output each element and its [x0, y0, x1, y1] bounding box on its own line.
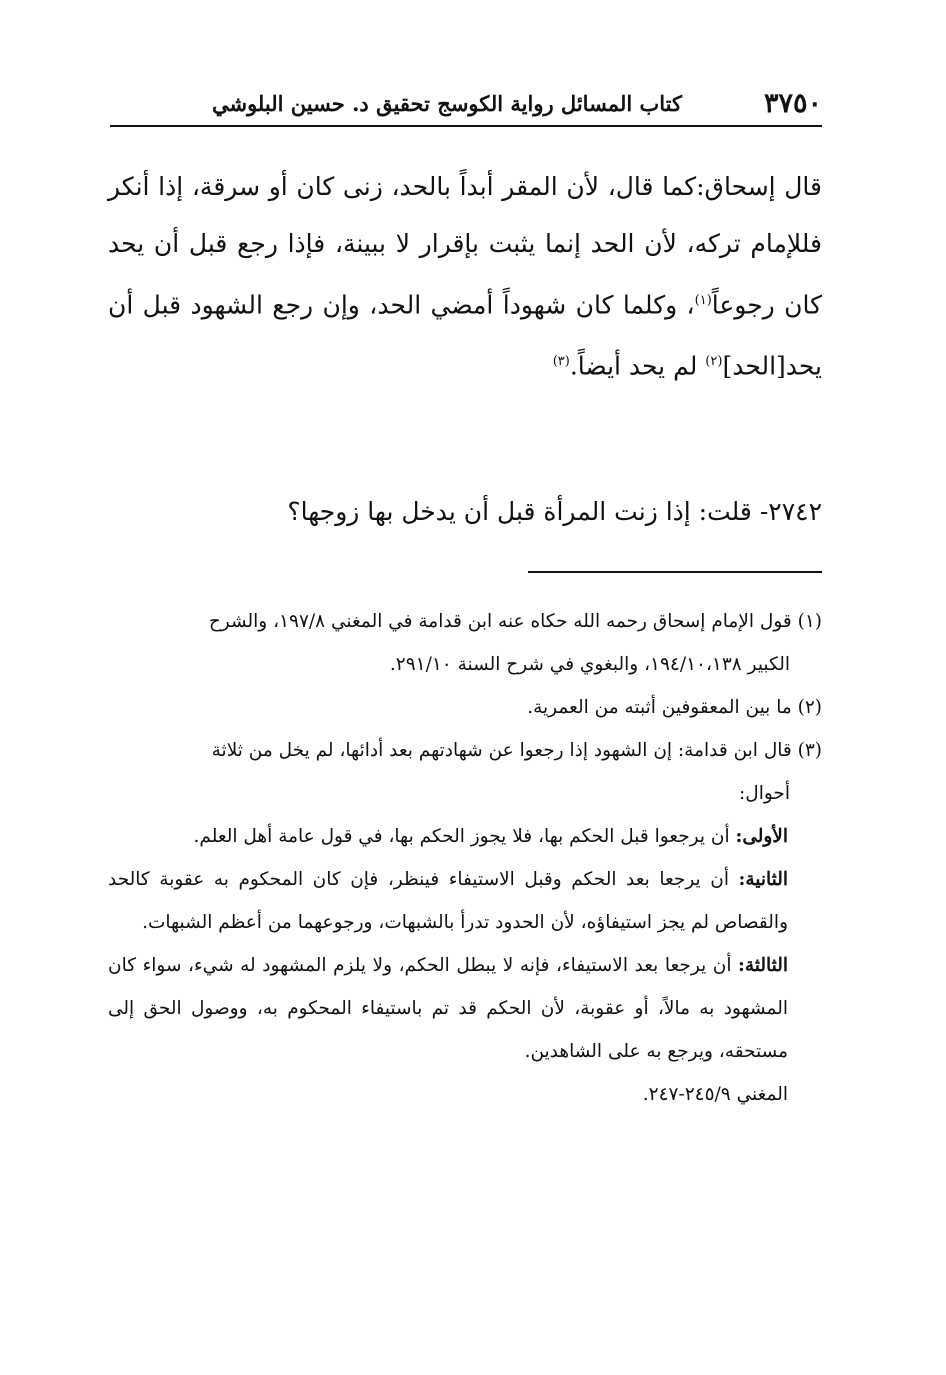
main-paragraph-part1: قال إسحاق:كما قال، لأن المقر أبداً بالحد، زنى كان أو سرقة، إذا أنكر فللإمام تركه، لأن الحد إنما يثبت بإقرار لا ببينة، فإذا رجع قبل أن يحد كان رجوعاً — [108, 172, 822, 320]
main-paragraph-part3: لم يحد أيضاً. — [569, 351, 706, 381]
third-case-label: الثالثة: — [738, 955, 788, 976]
third-case-text: أن يرجعا بعد الاستيفاء، فإنه لا يبطل الحكم، ولا يلزم المشهود له شيء، سواء كان المشهود به مالاً، أو عقوبة، لأن الحكم قد تم باستيفاء المحكوم به، ووصول الحق إلى مستحقه، ويرجع به على الشاهدين. — [108, 955, 788, 1062]
footnote-ref-2: (٢) — [705, 354, 723, 370]
footnote-divider — [528, 571, 822, 573]
footnote-3-continuation: أحوال: — [739, 783, 790, 804]
footnote-ref-1: (١) — [694, 293, 712, 308]
footnote-2: (٢) ما بين المعقوفين أثبته من العمرية. — [527, 697, 822, 718]
main-text — [108, 158, 822, 395]
main-paragraph-part2: ، وكلما كان شهوداً أمضي الحد، وإن رجع الشهود قبل أن يحد[الحد] — [108, 290, 822, 381]
footnote-3-source: المغني ٢٤٥/٩-٢٤٧. — [642, 1084, 788, 1105]
page-number: ٣٧٥٠ — [763, 88, 822, 119]
header-divider — [110, 125, 822, 127]
question-2742: ٢٧٤٢- قلت: إذا زنت المرأة قبل أن يدخل بها زوجها؟ — [287, 497, 822, 526]
footnote-3-first-case — [108, 815, 788, 858]
second-case-text: أن يرجعا بعد الحكم وقبل الاستيفاء فينظر، فإن كان المحكوم به عقوبة كالحد والقصاص لم يجز استيفاؤه، لأن الحدود تدرأ بالشبهات، ورجوعهما من أعظم الشبهات. — [108, 869, 788, 933]
footnote-3-third-case — [108, 944, 788, 1073]
second-case-label: الثانية: — [738, 869, 788, 890]
footnote-3-text: (٣) قال ابن قدامة: إن الشهود إذا رجعوا عن شهادتهم بعد أدائها، لم يخل من ثلاثة — [211, 740, 822, 761]
footnote-1 — [108, 600, 822, 686]
footnote-1-continuation: الكبير ١٩٤/١٠،١٣٨، والبغوي في شرح السنة ٢٩١/١٠. — [389, 654, 790, 675]
footnotes — [108, 600, 822, 1116]
first-case-label: الأولى: — [735, 826, 788, 847]
footnote-3-second-case — [108, 858, 788, 944]
footnote-ref-3: (٣) — [552, 354, 570, 370]
first-case-text: أن يرجعوا قبل الحكم بها، فلا يجوز الحكم بها، في قول عامة أهل العلم. — [193, 826, 736, 847]
running-title: كتاب المسائل رواية الكوسج تحقيق د. حسين البلوشي — [211, 91, 682, 116]
main-paragraph — [108, 158, 822, 395]
footnote-3 — [108, 729, 822, 815]
page-header — [110, 82, 822, 126]
footnote-1-text: (١) قول الإمام إسحاق رحمه الله حكاه عنه ابن قدامة في المغني ١٩٧/٨، والشرح — [208, 611, 822, 632]
